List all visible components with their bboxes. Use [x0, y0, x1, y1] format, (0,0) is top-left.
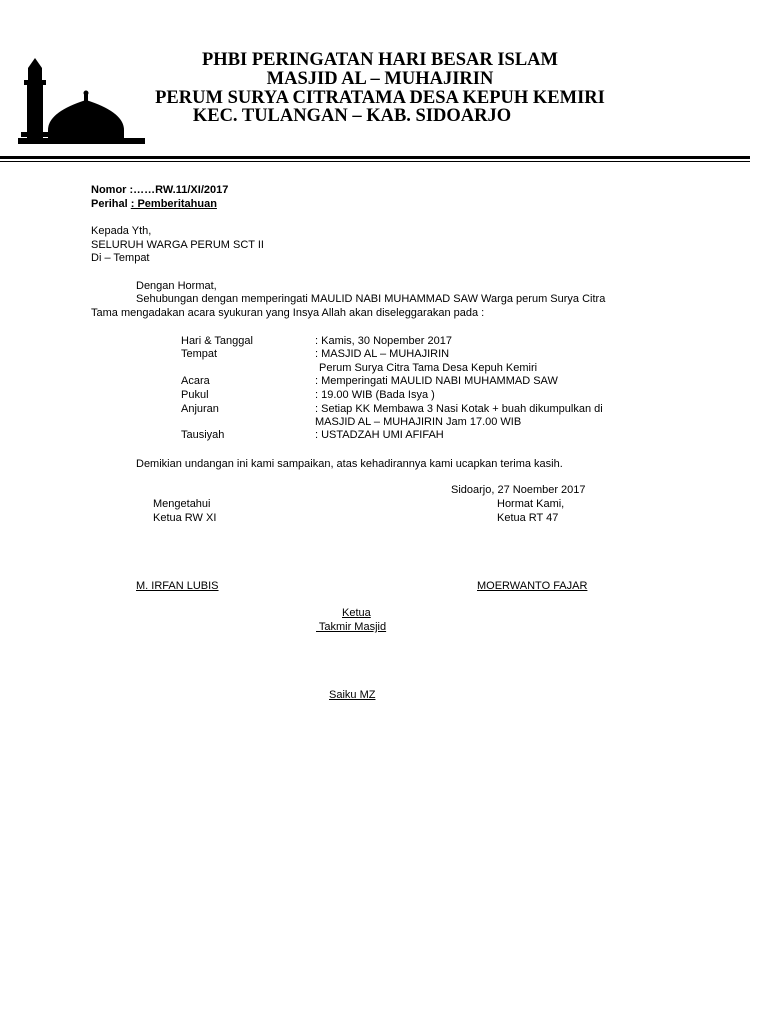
- header-line-1: PHBI PERINGATAN HARI BESAR ISLAM: [202, 50, 558, 70]
- recipient-line-2: SELURUH WARGA PERUM SCT II: [91, 239, 264, 251]
- detail-value: : USTADZAH UMI AFIFAH: [315, 429, 444, 441]
- center-title-1: Ketua: [342, 607, 371, 619]
- right-title-2: Ketua RT 47: [497, 512, 559, 524]
- recipient-line-3: Di – Tempat: [91, 252, 150, 264]
- detail-value: MASJID AL – MUHAJIRIN Jam 17.00 WIB: [315, 416, 522, 428]
- perihal-value: : Pemberitahuan: [130, 198, 217, 210]
- detail-value: : Kamis, 30 Nopember 2017: [315, 335, 452, 347]
- closing-sentence: Demikian undangan ini kami sampaikan, atas kehadirannya kami ucapkan terima kasih.: [136, 458, 563, 470]
- detail-label: Hari & Tanggal: [181, 335, 253, 347]
- left-title-1: Mengetahui: [153, 498, 211, 510]
- recipient-line-1: Kepada Yth,: [91, 225, 152, 237]
- detail-label: Pukul: [181, 389, 209, 401]
- greeting: Dengan Hormat,: [136, 280, 217, 292]
- paragraph-line-1: Sehubungan dengan memperingati MAULID NABI MUHAMMAD SAW Warga perum Surya Citra: [136, 293, 606, 305]
- right-title-1: Hormat Kami,: [497, 498, 565, 510]
- detail-label: Tempat: [181, 348, 218, 360]
- header-line-3: PERUM SURYA CITRATAMA DESA KEPUH KEMIRI: [155, 88, 605, 108]
- header-divider-thin: [0, 161, 750, 162]
- left-signatory-name: M. IRFAN LUBIS: [136, 580, 219, 592]
- detail-value: Perum Surya Citra Tama Desa Kepuh Kemiri: [319, 362, 538, 374]
- detail-label: Anjuran: [181, 403, 219, 415]
- detail-label: Acara: [181, 375, 210, 387]
- detail-value: : MASJID AL – MUHAJIRIN: [315, 348, 450, 360]
- left-title-2: Ketua RW XI: [153, 512, 217, 524]
- header-divider-thick: [0, 156, 750, 159]
- detail-value: : Memperingati MAULID NABI MUHAMMAD SAW: [315, 375, 558, 387]
- header-line-2: MASJID AL – MUHAJIRIN: [266, 69, 494, 89]
- center-title-2: Takmir Masjid: [316, 621, 387, 633]
- place-date: Sidoarjo, 27 Noember 2017: [451, 484, 586, 496]
- center-signatory-name: Saiku MZ: [329, 689, 376, 701]
- paragraph-line-2: Tama mengadakan acara syukuran yang Insya Allah akan diseleggarakan pada :: [91, 307, 485, 319]
- nomor: Nomor :……RW.11/XI/2017: [91, 184, 229, 196]
- right-signatory-name: MOERWANTO FAJAR: [477, 580, 588, 592]
- header-line-4: KEC. TULANGAN – KAB. SIDOARJO: [192, 106, 512, 126]
- detail-value: : 19.00 WIB (Bada Isya ): [315, 389, 435, 401]
- detail-value: : Setiap KK Membawa 3 Nasi Kotak + buah dikumpulkan di: [315, 403, 603, 415]
- perihal: [91, 197, 217, 211]
- detail-label: Tausiyah: [181, 429, 225, 441]
- perihal-label: Perihal: [91, 198, 131, 210]
